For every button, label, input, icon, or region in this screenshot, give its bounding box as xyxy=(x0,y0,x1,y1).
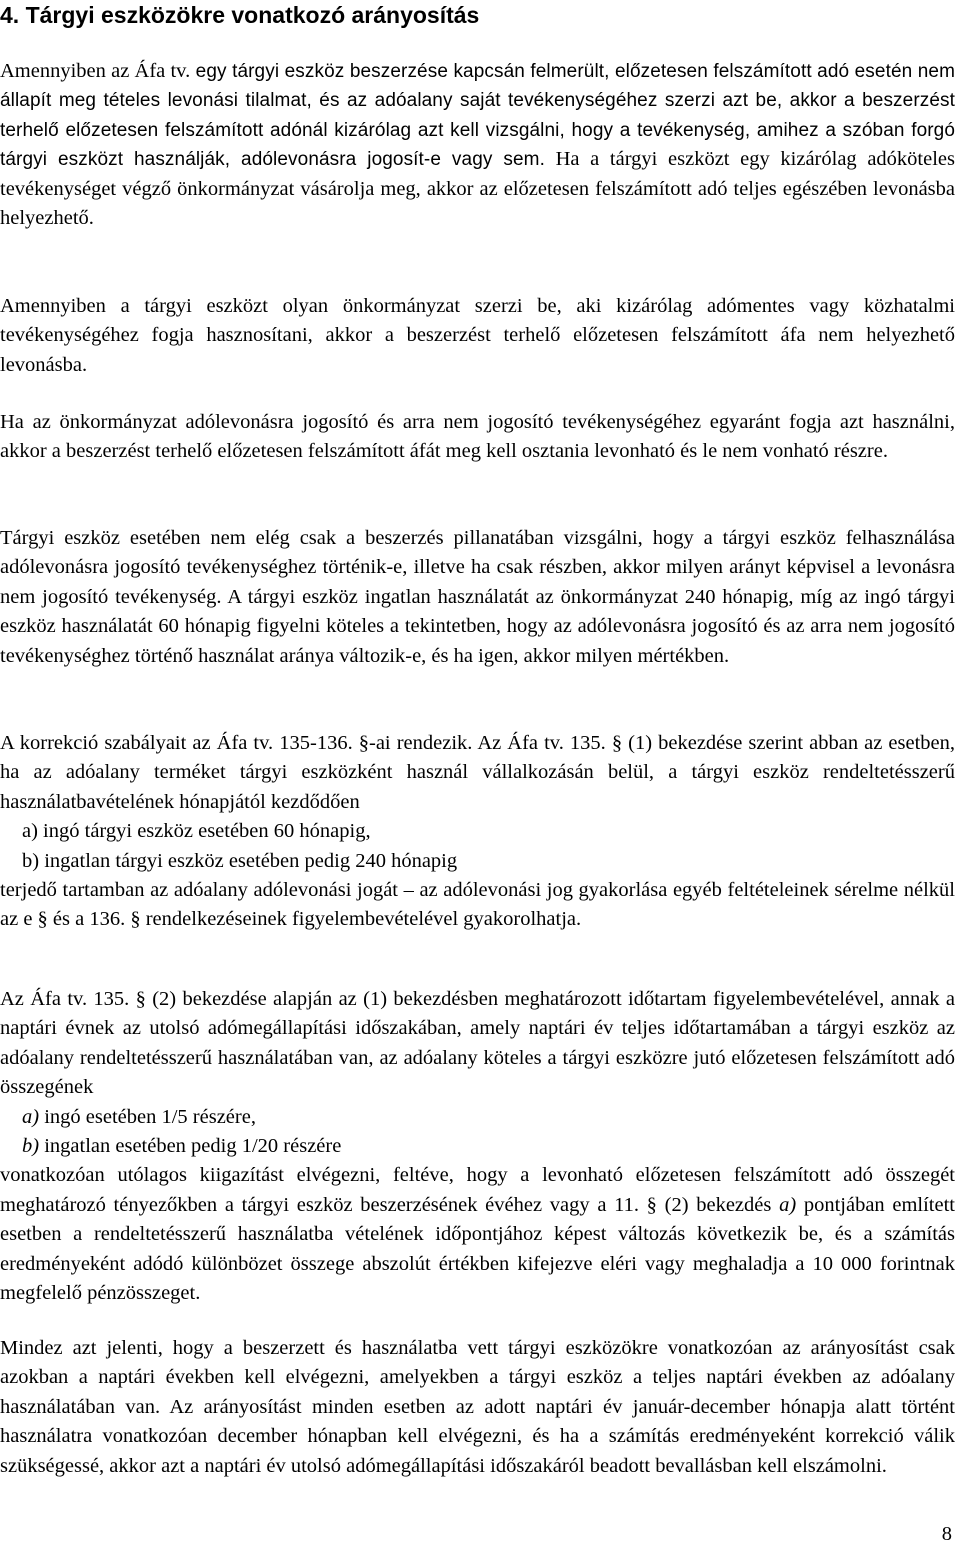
paragraph-6 xyxy=(0,985,955,1308)
paragraph-6-item-a-text: ingó esetében 1/5 részére, xyxy=(39,1105,256,1128)
paragraph-6-item-a-letter: a) xyxy=(22,1105,40,1128)
paragraph-5-outro: terjedő tartamban az adóalany adólevonási jogát – az adólevonási jog gyakorlása egyéb feltételeinek sérelme nélkül az e § és a 136. § rendelkezéseinek figyelembevételével gyakorolhatja. xyxy=(0,879,955,931)
paragraph-5 xyxy=(0,729,955,935)
page-number: 8 xyxy=(941,1523,952,1545)
paragraph-6-item-b-text: ingatlan esetében pedig 1/20 részére xyxy=(39,1135,342,1158)
paragraph-6-item-b xyxy=(0,1132,955,1161)
paragraph-5-intro: A korrekció szabályait az Áfa tv. 135-136. §-ai rendezik. Az Áfa tv. 135. § (1) bekezdése szerint abban az esetben, ha az adóalany terméket tárgyi eszközként használ vállalkozásán belül, a tárgyi eszköz rendeltetésszerű használatbavételének hónapjától kezdődően xyxy=(0,732,955,813)
paragraph-5-item-a: a) ingó tárgyi eszköz esetében 60 hónapig, xyxy=(22,820,371,843)
paragraph-6-outro-2: pontjában említett esetben a rendeltetésszerű használatba vételének időpontjához képest változás következik be, és a számítás eredményeként adódó különbözet összege abszolút értékben kifejezve eléri vagy meghaladja a 10 000 forintnak megfelelő pénzösszeget. xyxy=(0,1193,955,1305)
paragraph-1-part-c: Ha a tárgyi eszközt egy kizárólag adóköteles tevékenységet végző önkormányzat vásárolja meg, akkor az előzetesen felszámított adó teljes egészében levonásba helyezhető. xyxy=(0,148,955,230)
paragraph-6-outro-italic: a) xyxy=(779,1193,797,1216)
paragraph-1 xyxy=(0,57,955,233)
paragraph-6-intro: Az Áfa tv. 135. § (2) bekezdése alapján az (1) bekezdésben meghatározott időtartam figyelembevételével, annak a naptári évnek az utolsó adómegállapítási időszakában, amely naptári év teljes időtartamában a tárgyi eszköz az adóalany rendeltetésszerű használatában van, az adóalany köteles a tárgyi eszközre jutó előzetesen felszámított adó összegének xyxy=(0,988,955,1099)
paragraph-1-part-b: egy tárgyi eszköz beszerzése kapcsán felmerült, előzetesen felszámított adó esetén nem állapít meg tételes levonási tilalmat, és az adóalany saját tevékenységéhez szerzi azt be, akkor a beszerzést terhelő előzetesen felszámított adónál kizárólag azt kell vizsgálni, hogy a tevékenység, amihez a szóban forgó tárgyi eszközt használják, adólevonásra jogosít-e vagy sem. xyxy=(0,61,956,171)
paragraph-6-item-a xyxy=(0,1103,955,1132)
paragraph-6-item-b-letter: b) xyxy=(22,1135,40,1158)
paragraph-1-part-a: Amennyiben az Áfa tv. xyxy=(0,60,191,82)
paragraph-7: Mindez azt jelenti, hogy a beszerzett és használatba vett tárgyi eszközökre vonatkozóan az arányosítást csak azokban a naptári években kell elvégezni, amelyekben a tárgyi eszköz a teljes naptári években az adóalany használatában van. Az arányosítást minden esetben az adott naptári év január-december hónapja alatt történt használatra vonatkozóan december hónapban kell elvégezni, és ha a számítás eredményeként korrekció válik szükségessé, akkor azt a naptári év utolsó adómegállapítási időszakáról beadott bevallásban kell elszámolni. xyxy=(0,1337,955,1477)
paragraph-5-item-b: b) ingatlan tárgyi eszköz esetében pedig 240 hónapig xyxy=(22,849,458,872)
section-heading: 4. Tárgyi eszközökre vonatkozó arányosítás xyxy=(0,2,480,28)
paragraph-3: Ha az önkormányzat adólevonásra jogosító és arra nem jogosító tevékenységéhez egyaránt fogja azt használni, akkor a beszerzést terhelő előzetesen felszámított áfát meg kell osztania levonható és le nem vonható részre. xyxy=(0,411,955,463)
paragraph-6-outro-1: vonatkozóan utólagos kiigazítást elvégezni, feltéve, hogy a levonható előzetesen felszámított adó összegét meghatározó tényezőkben a tárgyi eszköz beszerzésének évéhez vagy a 11. § (2) bekezdés xyxy=(0,1164,955,1216)
paragraph-4: Tárgyi eszköz esetében nem elég csak a beszerzés pillanatában vizsgálni, hogy a tárgyi eszköz felhasználása adólevonásra jogosító tevékenységhez történik-e, illetve ha csak részben, akkor milyen arányt képvisel a levonásra nem jogosító tevékenység. A tárgyi eszköz ingatlan használatát az önkormányzat 240 hónapig, míg az ingó tárgyi eszköz használatát 60 hónapig figyelni köteles a tekintetben, hogy az adólevonásra jogosító és az arra nem jogosító tevékenységhez történő használat aránya változik-e, és ha igen, akkor milyen mértékben. xyxy=(0,527,955,667)
paragraph-2: Amennyiben a tárgyi eszközt olyan önkormányzat szerzi be, aki kizárólag adómentes vagy közhatalmi tevékenységéhez fogja hasznosítani, akkor a beszerzést terhelő előzetesen felszámított áfa nem helyezhető levonásba. xyxy=(0,295,955,376)
